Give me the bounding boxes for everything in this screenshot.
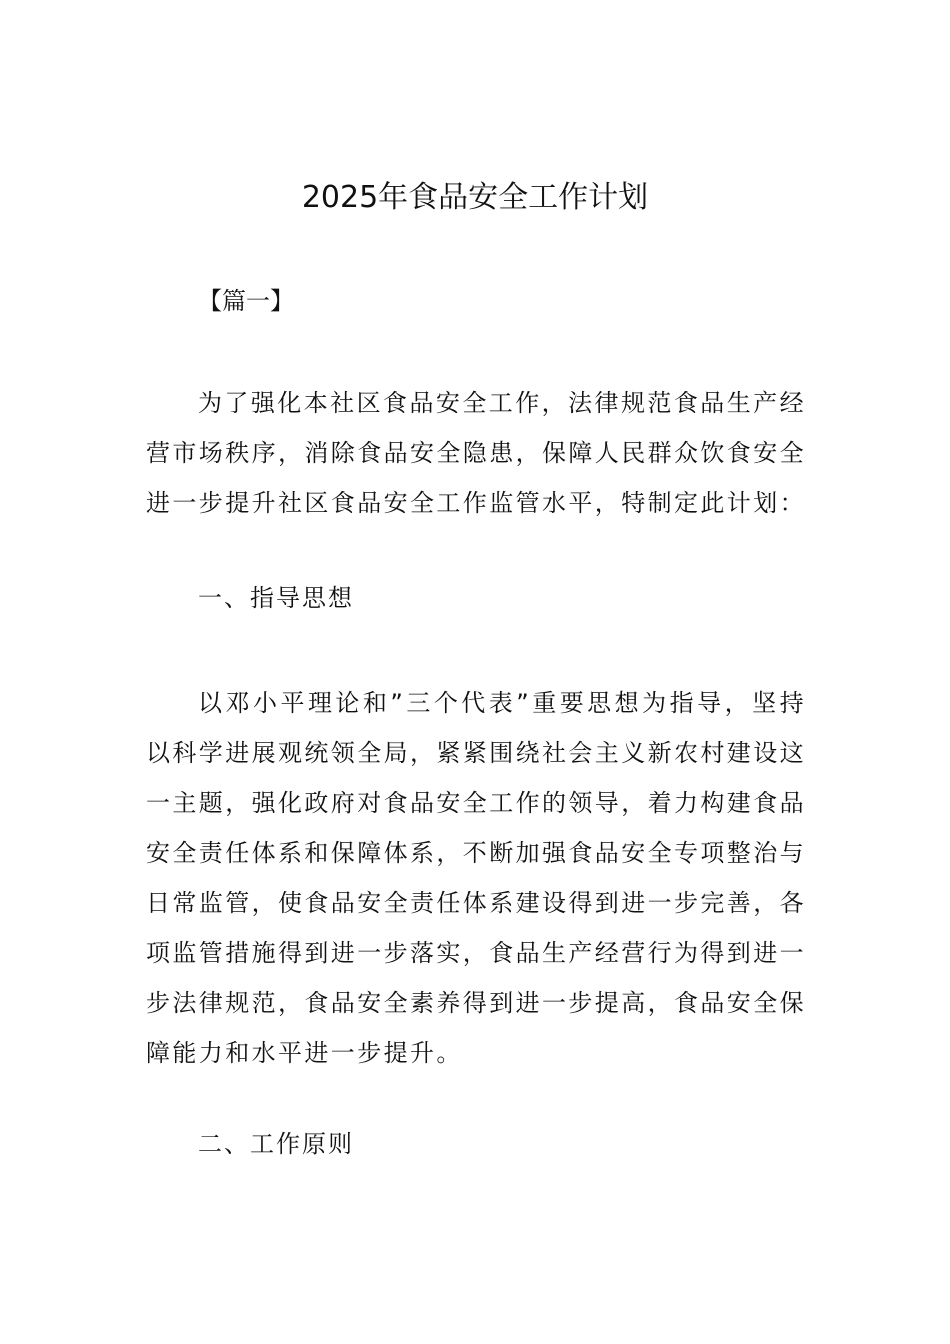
section-tag: 【篇一】 [198,287,294,315]
heading-work-principles: 二、工作原则 [198,1130,354,1158]
document-title: 2025年食品安全工作计划 [301,180,649,215]
intro-paragraph: 为了强化本社区食品安全工作，法律规范食品生产经营市场秩序，消除食品安全隐患，保障人民群众饮食安全进一步提升社区食品安全工作监管水平，特制定此计划： [146,389,806,517]
guiding-ideology-paragraph: 以邓小平理论和”三个代表”重要思想为指导，坚持以科学进展观统领全局，紧紧围绕社会主义新农村建设这一主题，强化政府对食品安全工作的领导，着力构建食品安全责任体系和保障体系，不断加强食品安全专项整治与日常监管，使食品安全责任体系建设得到进一步完善，各项监管措施得到进一步落实，食品生产经营行为得到进一步法律规范，食品安全素养得到进一步提高，食品安全保障能力和水平进一步提升。 [146,689,806,1067]
heading-guiding-ideology: 一、指导思想 [198,584,354,612]
